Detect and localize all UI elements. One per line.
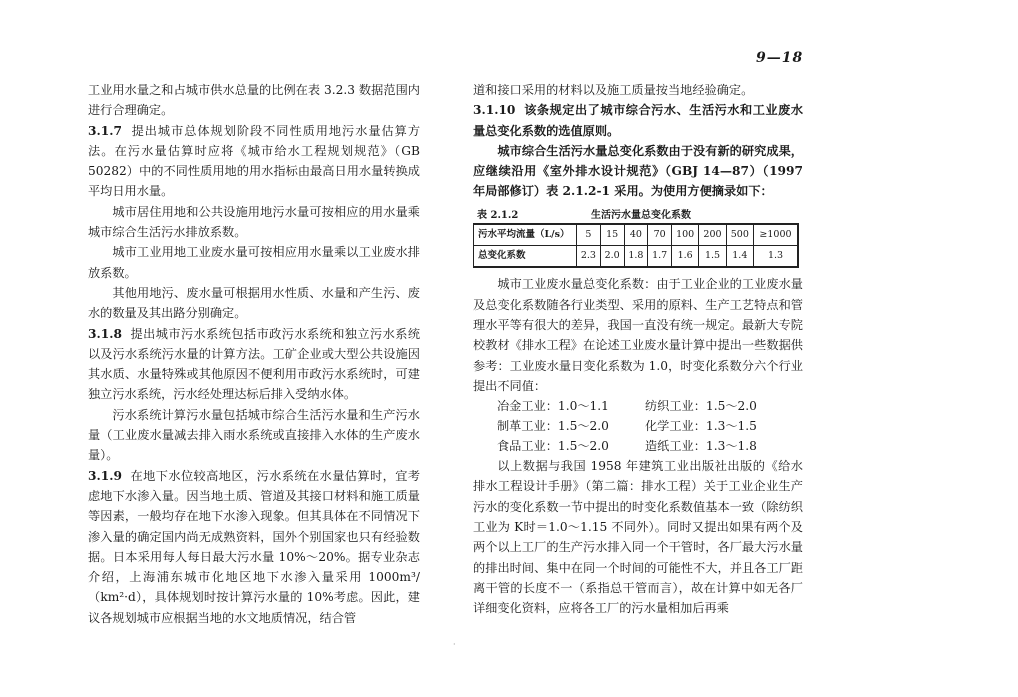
table-cell: 1.8 [624, 246, 648, 268]
table-cell: 1.3 [753, 246, 798, 268]
paragraph: 其他用地污、废水量可根据用水性质、水量和产生污、废水的数量及其出路分别确定。 [88, 285, 420, 321]
section-text: 提出城市污水系统包括市政污水系统和独立污水系统以及污水系统污水量的计算方法。工矿企业或大型公共设施因其水质、水量特殊或其他原因不便利用市政污水系统时，可建独立污水系统，污水经处理达标后排入受纳水体。 [88, 326, 421, 402]
section-3-1-10 [473, 100, 803, 141]
table-cell: 70 [648, 224, 672, 246]
factor-item: 纺织工业：1.5～2.0 [645, 399, 757, 414]
paragraph: 道和接口采用的材料以及施工质量按当地经验确定。 [473, 83, 754, 97]
table-row-label: 污水平均流量（L/s） [474, 224, 577, 246]
table-cell: 40 [624, 224, 648, 246]
table-cell: 200 [699, 224, 726, 246]
table-cell: 2.0 [600, 246, 624, 268]
paragraph: 城市综合生活污水量总变化系数由于没有新的研究成果，应继续沿用《室外排水设计规范》（GBJ 14—87）（1997 年局部修订）表 2.1.2-1 采用。为使用方便摘录如下： [473, 143, 803, 199]
table-title: 生活污水量总变化系数 [591, 209, 691, 221]
section-3-1-8 [88, 324, 420, 405]
table-cell: 1.5 [699, 246, 726, 268]
factor-item: 制革工业：1.5～2.0 [497, 419, 609, 434]
footer-mark: · [453, 640, 456, 649]
paragraph: 城市居住用地和公共设施用地污水量可按相应的用水量乘城市综合生活污水排放系数。 [88, 204, 420, 240]
paragraph: 城市工业废水量总变化系数：由于工业企业的工业废水量及总变化系数随各行业类型、采用的原料、生产工艺特点和管理水平等有很大的差异，我国一直没有统一规定。最新大专院校教材《排水工程》在论述工业废水量计算中提出一些数据供参考：工业废水量日变化系数为 1.0，时变化系数分六个行业提出不同值： [473, 277, 803, 393]
table-row-flow [474, 224, 799, 246]
table-cell: ≥1000 [753, 224, 798, 246]
table-caption [473, 204, 803, 220]
section-text: 提出城市总体规划阶段不同性质用地污水量估算方法。在污水量估算时应将《城市给水工程规划规范》（GB 50282）中的不同性质用地的用水指标由最高日用水量转换成平均日用水量。 [88, 123, 421, 199]
table-number: 表 2.1.2 [477, 209, 519, 221]
section-3-1-7 [88, 121, 420, 202]
section-number: 3.1.8 [88, 326, 122, 341]
paragraph: 城市工业用地工业废水量可按相应用水量乘以工业废水排放系数。 [88, 245, 420, 280]
table-cell: 1.6 [672, 246, 699, 268]
industry-factor-list [473, 396, 803, 456]
paragraph: 以上数据与我国 1958 年建筑工业出版社出版的《给水排水工程设计手册》（第二篇：排水工程）关于工业企业生产污水的变化系数一节中提出的时变化系数值基本一致（除纺织工业为 K时＝1.0～1.15 不同外）。同时又提出如果有两个及两个以上工厂的生产污水排入同一个干管时，各厂最大污水量的排出时间、集中在同一个时间的可能性不大，并且各工厂距离干管的长度不一（系指总干管而言），故在计算中如无各厂详细变化资料，应将各工厂的污水量相加后再乘 [473, 459, 803, 616]
section-text: 在地下水位较高地区，污水系统在水量估算时，宜考虑地下水渗入量。因当地土质、管道及其接口材料和施工质量等因素，一般均存在地下水渗入现象。但其具体在不同情况下渗入量的确定国内尚无成熟资料，国外个别国家也只有经验数据。日本采用每人每日最大污水量 10%～20%。据专业杂志介绍，上海浦东城市化地区地下水渗入量采用 1000m³/（km²·d），具体规划时按计算污水量的 10%考虑。因此，建议各规划城市应根据当地的水文地质情况，结合管 [88, 468, 421, 625]
table-cell: 2.3 [577, 246, 601, 268]
left-column [88, 80, 420, 628]
table-row-label: 总变化系数 [474, 246, 577, 268]
section-number: 3.1.7 [88, 123, 122, 138]
page-number: 9—18 [756, 50, 804, 66]
table-cell: 500 [726, 224, 753, 246]
table-cell: 1.7 [648, 246, 672, 268]
factor-item: 化学工业：1.3～1.5 [645, 419, 757, 434]
table-cell: 1.4 [726, 246, 753, 268]
section-3-1-9 [88, 466, 420, 628]
section-number: 3.1.10 [473, 103, 516, 118]
section-number: 3.1.9 [88, 468, 122, 483]
table-cell: 5 [577, 224, 601, 246]
factor-item: 造纸工业：1.3～1.8 [645, 439, 757, 454]
table-row-coefficient [474, 246, 799, 268]
coefficient-table [473, 223, 799, 269]
factor-item: 冶金工业：1.0～1.1 [497, 399, 609, 414]
section-text: 该条规定出了城市综合污水、生活污水和工业废水量总变化系数的选值原则。 [473, 103, 804, 138]
factor-item: 食品工业：1.5～2.0 [497, 439, 609, 454]
table-cell: 100 [672, 224, 699, 246]
table-cell: 15 [600, 224, 624, 246]
right-column [473, 80, 803, 619]
paragraph: 污水系统计算污水量包括城市综合生活污水量和生产污水量（工业废水量减去排入雨水系统或直接排入水体的生产废水量）。 [88, 407, 420, 463]
paragraph: 工业用水量之和占城市供水总量的比例在表 3.2.3 数据范围内进行合理确定。 [88, 83, 420, 118]
